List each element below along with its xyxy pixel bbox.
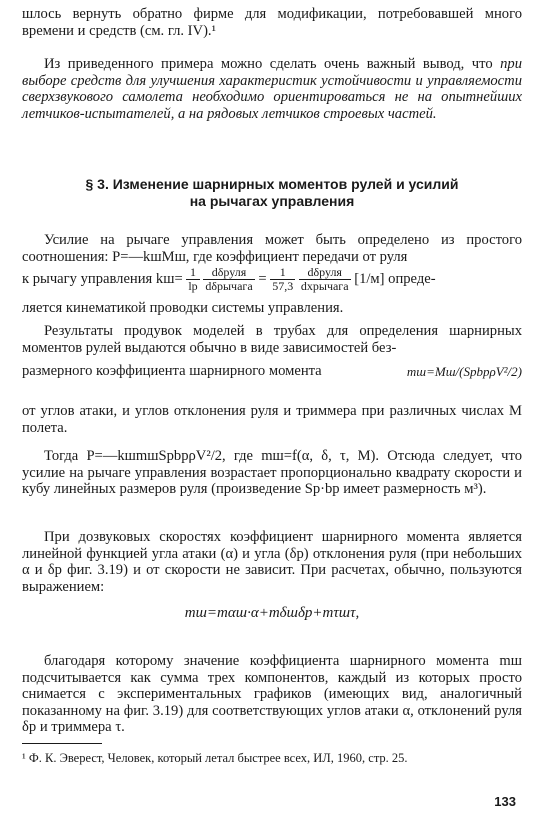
footnote: ¹ Ф. К. Эверест, Человек, который летал быстрее всех, ИЛ, 1960, стр. 25. <box>22 751 408 765</box>
section-heading-line-2: на рычагах управления <box>189 193 355 209</box>
equals-sign: = <box>258 270 267 287</box>
fraction-4-numerator: dδруля <box>299 266 351 280</box>
fraction-1-numerator: 1 <box>186 266 199 280</box>
page-number: 133 <box>494 794 516 809</box>
paragraph-components: благодаря которому значение коэффициента шарнирного момента mш подсчитывается как сумма трех компонентов, каждый из которых просто снимается с экспериментальных графиков (имеющих вид, аналогичный показанному на фиг. 3.19) для соответствующих углов атаки α, отклонений руля δр и триммера τ. <box>22 653 522 735</box>
fraction-2-denominator: dδрычага <box>205 279 253 293</box>
fraction-1-denominator: lр <box>188 279 198 293</box>
section-heading-line-1: § 3. Изменение шарнирных моментов рулей и усилий <box>85 176 459 192</box>
conclusion-text: Из приведенного примера можно сделать очень важный вывод, что <box>44 56 501 72</box>
hinge-moment-equation: mш=mαш·α+mδшδр+mτшτ, <box>184 605 360 621</box>
paragraph-subsonic: При дозвуковых скоростях коэффициент шарнирного момента является линейной функцией угла атаки (α) и угла (δр) отклонения руля (при небольших α и δр фиг. 3.19) и от скорости не зависит. При расчетах, обычно, пользуются выражением: <box>22 529 522 595</box>
gear-ratio-prefix: к рычагу управления kш= <box>22 270 183 287</box>
footnote-divider <box>22 743 102 744</box>
hinge-coefficient-formula: mш=Mш/(SрbрρV²/2) <box>406 363 522 379</box>
fraction-4-denominator: dxрычага <box>300 279 349 293</box>
hinge-coefficient-text: размерного коэффициента шарнирного момента <box>22 363 322 379</box>
paragraph-kinematics: ляется кинематикой проводки системы управления. <box>22 300 344 316</box>
paragraph-continued: шлось вернуть обратно фирме для модификации, потребовавшей много времени и средств (см. гл. IV).¹ <box>22 6 522 39</box>
paragraph-conclusion <box>22 56 522 122</box>
fraction-3 <box>270 266 295 293</box>
fraction-2 <box>203 266 254 293</box>
fraction-3-numerator: 1 <box>270 266 295 280</box>
fraction-3-denominator: 57,3 <box>272 279 294 293</box>
formula-line-hinge-coefficient <box>22 363 522 380</box>
gear-ratio-suffix: [1/м] опреде- <box>354 270 436 287</box>
paragraph-angles: от углов атаки, и углов отклонения руля и триммера при различных числах M полета. <box>22 403 522 436</box>
paragraph-force-intro: Усилие на рычаге управления может быть определено из простого соотношения: P=—kшMш, где коэффициент передачи от руля <box>22 232 522 265</box>
conclusion-italic-text: при выборе средств для улучшения характеристик устойчивости и управляемости сверхзвукового самолета необходимо ориентироваться не на опытнейших летчиков-испытателей, а на рядовых летчиков строевых частей. <box>22 56 522 122</box>
section-heading <box>22 176 522 210</box>
fraction-2-numerator: dδруля <box>203 266 254 280</box>
paragraph-wind-tunnel: Результаты продувок моделей в трубах для определения шарнирных моментов рулей выдаются обычно в виде зависимостей без- <box>22 323 522 356</box>
fraction-1 <box>186 266 199 293</box>
fraction-4 <box>299 266 351 293</box>
paragraph-then: Тогда P=—kшmшSрbрρV²/2, где mш=f(α, δ, τ, M). Отсюда следует, что усилие на рычаге управления возрастает пропорционально квадрату скорости и кубу линейных размеров руля (произведение Sр·bр имеет размерность м³). <box>22 448 522 497</box>
formula-line-gear-ratio <box>22 266 522 293</box>
